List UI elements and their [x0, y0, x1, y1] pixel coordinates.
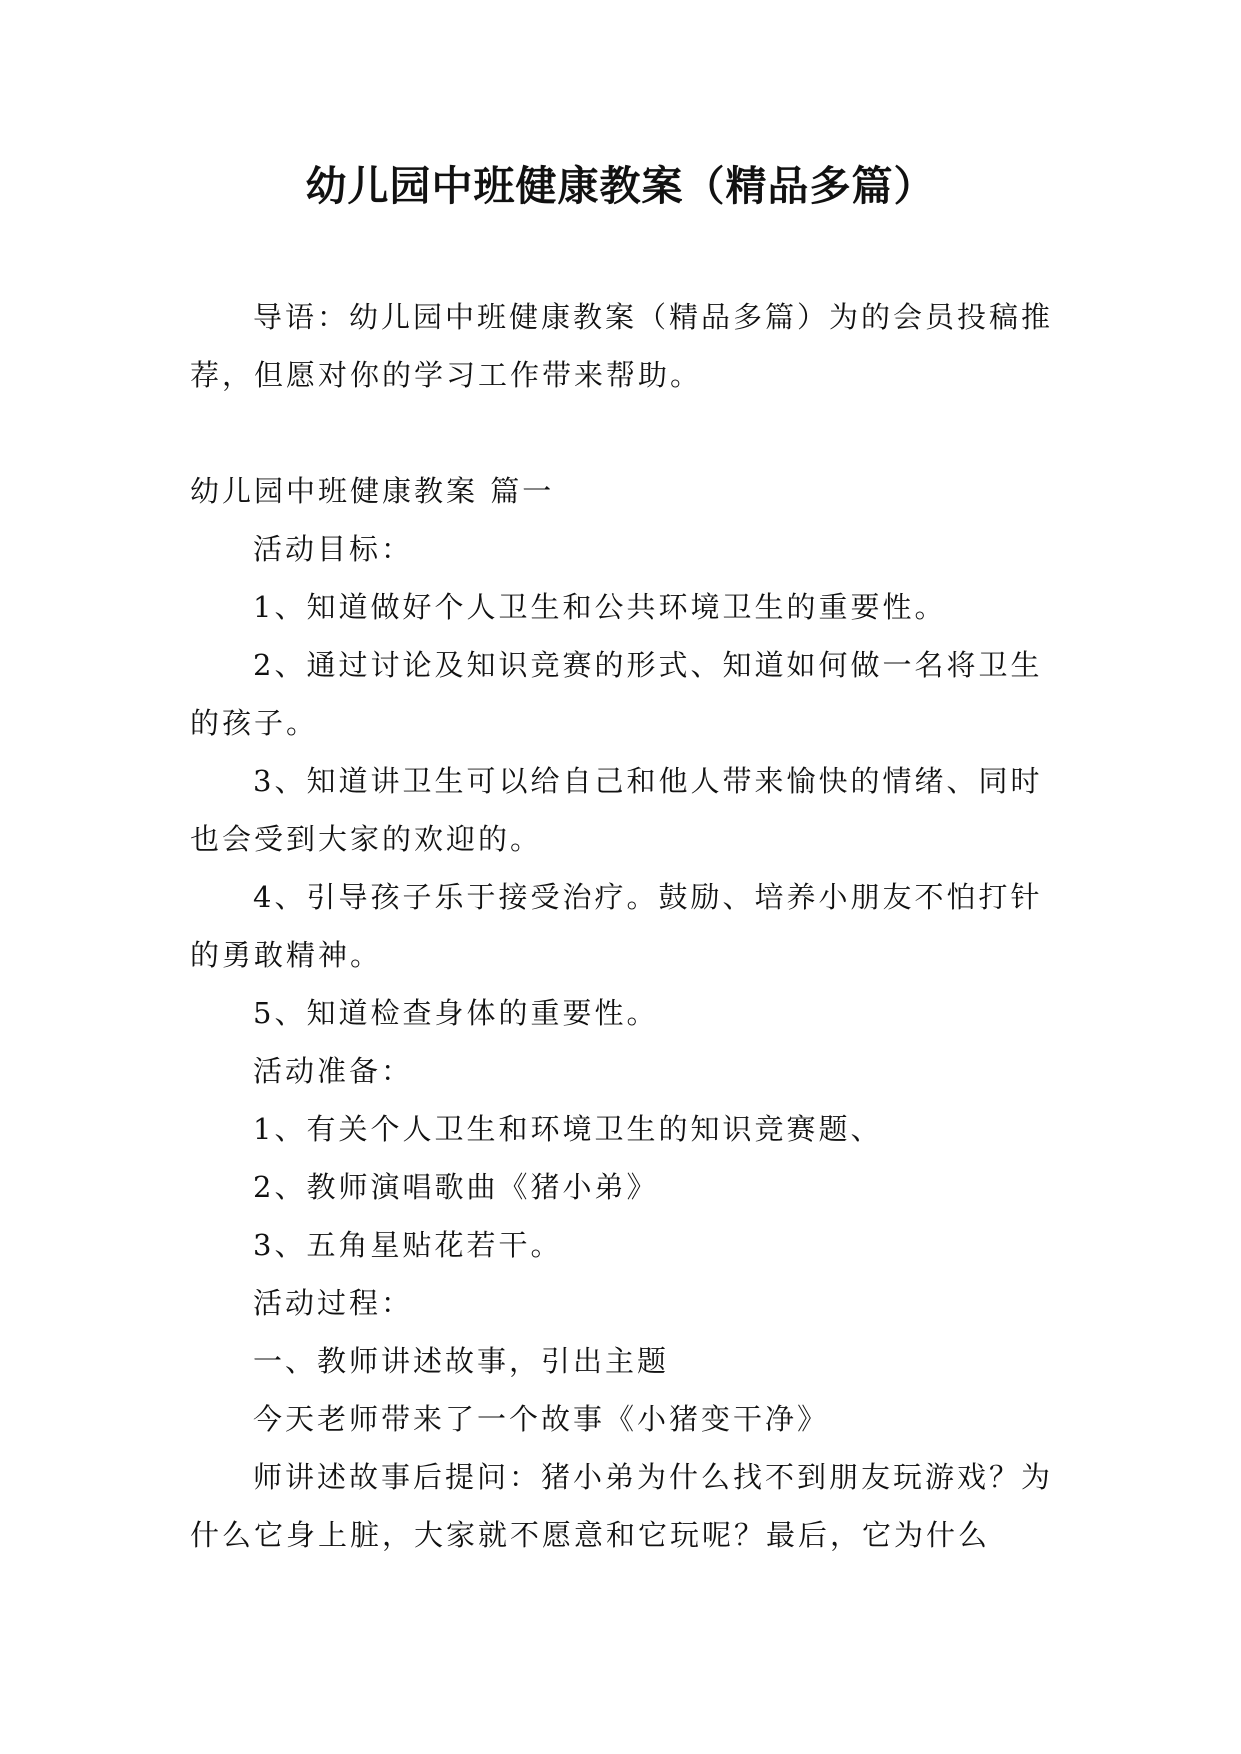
paragraph-process-label: 活动过程：	[253, 1286, 414, 1320]
paragraph-goal-5: 5、知道检查身体的重要性。	[253, 996, 659, 1030]
document-body	[190, 288, 1058, 1564]
paragraph-prep-2: 2、教师演唱歌曲《猪小弟》	[253, 1170, 659, 1204]
paragraph-goal-4: 4、引导孩子乐于接受治疗。鼓励、培养小朋友不怕打针的勇敢精神。	[190, 880, 1043, 972]
paragraph-preparation-label: 活动准备：	[253, 1054, 414, 1088]
paragraph-goal-2: 2、通过讨论及知识竞赛的形式、知道如何做一名将卫生的孩子。	[190, 648, 1043, 740]
intro-paragraph: 导语：幼儿园中班健康教案（精品多篇）为的会员投稿推荐，但愿对你的学习工作带来帮助。	[190, 300, 1054, 392]
paragraph-goal-1: 1、知道做好个人卫生和公共环境卫生的重要性。	[253, 590, 947, 624]
paragraph-prep-3: 3、五角星贴花若干。	[253, 1228, 563, 1262]
paragraph-activity-goals-label: 活动目标：	[253, 532, 414, 566]
document-title: 幼儿园中班健康教案（精品多篇）	[305, 162, 936, 210]
paragraph-story-questions: 师讲述故事后提问：猪小弟为什么找不到朋友玩游戏？为什么它身上脏，大家就不愿意和它玩呢？最后，它为什么	[190, 1460, 1054, 1552]
section-heading: 幼儿园中班健康教案 篇一	[190, 474, 555, 508]
paragraph-goal-3: 3、知道讲卫生可以给自己和他人带来愉快的情绪、同时也会受到大家的欢迎的。	[190, 764, 1043, 856]
paragraph-prep-1: 1、有关个人卫生和环境卫生的知识竞赛题、	[253, 1112, 883, 1146]
paragraph-story-intro: 今天老师带来了一个故事《小猪变干净》	[253, 1402, 830, 1436]
paragraph-process-step-1: 一、教师讲述故事，引出主题	[253, 1344, 670, 1378]
